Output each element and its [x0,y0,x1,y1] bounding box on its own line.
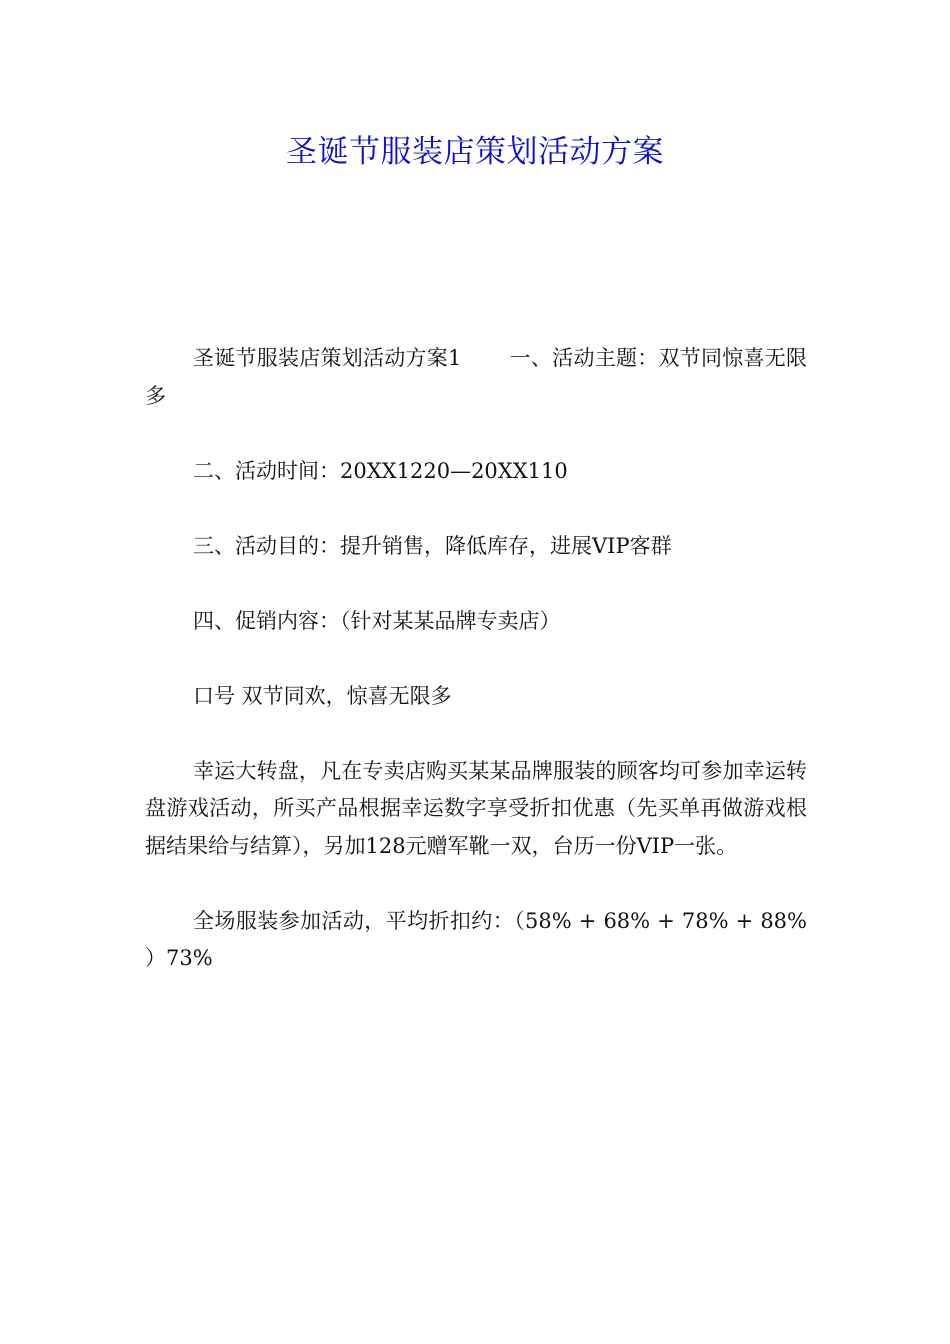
paragraph-promotion: 四、促销内容：（针对某某品牌专卖店） [193,608,561,633]
paragraph-intro [145,340,807,415]
paragraph-purpose: 三、活动目的：提升销售，降低库存，进展VIP客群 [193,533,672,558]
document-body [145,340,807,978]
document-title: 圣诞节服装店策划活动方案 [286,134,664,170]
paragraph-lead: 圣诞节服装店策划活动方案1 [193,346,462,370]
paragraph-theme: 一、活动主题：双节同惊喜无限多 [145,346,807,408]
paragraph-time: 二、活动时间：20XX1220—20XX110 [193,458,568,483]
paragraph-slogan: 口号 双节同欢，惊喜无限多 [193,683,452,708]
paragraph-discount: 全场服装参加活动，平均折扣约：（58% + 68% + 78% + 88% ）73% [145,908,807,970]
paragraph-lucky-wheel: 幸运大转盘，凡在专卖店购买某某品牌服装的顾客均可参加幸运转盘游戏活动，所买产品根据幸运数字享受折扣优惠（先买单再做游戏根据结果给与结算），另加128元赠军靴一双，台历一份VIP一张。 [145,758,807,858]
